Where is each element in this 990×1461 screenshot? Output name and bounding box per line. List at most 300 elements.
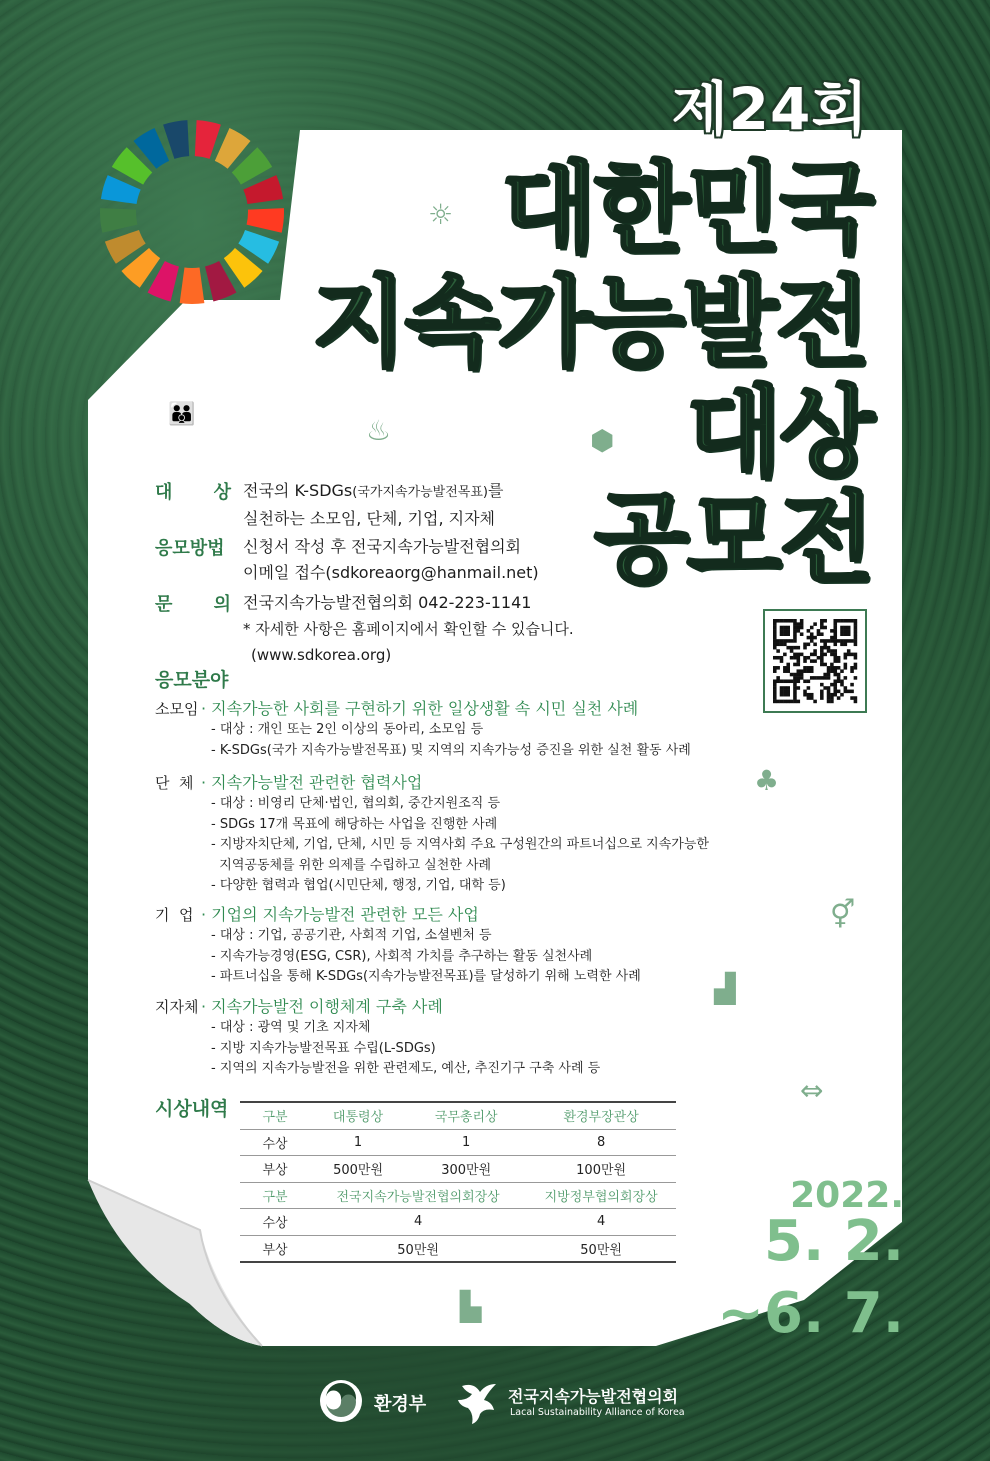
qr-module — [780, 639, 784, 643]
tree-icon: ♣ — [754, 764, 780, 797]
qr-module — [790, 646, 794, 650]
qr-module — [800, 619, 804, 623]
qr-module — [830, 666, 834, 670]
qr-module — [807, 636, 811, 640]
qr-module — [837, 679, 841, 683]
qr-module — [820, 690, 824, 694]
table-row: 수상 4 4 — [240, 1209, 676, 1236]
qr-module — [854, 643, 858, 647]
qr-module — [833, 619, 837, 623]
qr-module — [797, 676, 801, 680]
table-row: 부상 500만원 300만원 100만원 — [240, 1156, 676, 1183]
qr-module — [813, 676, 817, 680]
qr-module — [793, 679, 797, 683]
qr-module — [817, 632, 821, 636]
qr-module — [773, 696, 777, 700]
qr-module — [827, 666, 831, 670]
qr-module — [850, 683, 854, 687]
info-target-label: 대 상 — [155, 482, 231, 503]
qr-module — [844, 643, 848, 647]
qr-module — [793, 656, 797, 660]
qr-module — [850, 653, 854, 657]
qr-module — [793, 693, 797, 697]
qr-module — [850, 619, 854, 623]
title-line-2: 지속가능발전 — [311, 266, 868, 380]
qr-module — [797, 653, 801, 657]
growth-chart-icon: ▟ — [714, 972, 736, 1005]
qr-module — [793, 632, 797, 636]
qr-module — [847, 619, 851, 623]
qr-module — [790, 679, 794, 683]
qr-module — [833, 673, 837, 677]
qr-module — [827, 669, 831, 673]
qr-module — [780, 686, 784, 690]
info-contact-value: 전국지속가능발전협의회 042-223-1141 * 자세한 사항은 홈페이지에서 확인할 수 있습니다. (www.sdkorea.org) — [243, 593, 574, 664]
qr-module — [773, 656, 777, 660]
qr-module — [786, 666, 790, 670]
date-year: 2022. — [790, 1175, 904, 1216]
qr-module — [800, 653, 804, 657]
list-item: - 지방자치단체, 기업, 단체, 시민 등 지역사회 주요 구성원간의 파트너십으로 지속가능한 — [211, 837, 709, 852]
qr-module — [823, 643, 827, 647]
qr-module — [854, 676, 858, 680]
people-icon: 👪 — [168, 402, 192, 427]
qr-module — [823, 653, 827, 657]
qr-module — [833, 653, 837, 657]
qr-module — [807, 686, 811, 690]
qr-module — [803, 693, 807, 697]
qr-module — [783, 666, 787, 670]
qr-module — [773, 629, 777, 633]
qr-module — [773, 683, 777, 687]
table-row: 수상 1 1 8 — [240, 1129, 676, 1156]
qr-module — [810, 636, 814, 640]
qr-module — [813, 649, 817, 653]
qr-module — [807, 643, 811, 647]
qr-module — [827, 639, 831, 643]
list-item: 지역공동체를 위한 의제를 수립하고 실천한 사례 — [211, 857, 492, 873]
qr-module — [854, 619, 858, 623]
qr-module — [854, 656, 858, 660]
qr-module — [803, 666, 807, 670]
qr-module — [847, 629, 851, 633]
qr-module — [786, 646, 790, 650]
qr-module — [797, 669, 801, 673]
qr-module — [793, 626, 797, 630]
qr-module — [854, 639, 858, 643]
date-end: ~6. 7. — [717, 1281, 904, 1346]
qr-module — [810, 632, 814, 636]
qr-module — [833, 632, 837, 636]
qr-module — [854, 696, 858, 700]
qr-module — [830, 636, 834, 640]
date-start: 5. 2. — [764, 1209, 904, 1274]
qr-module — [844, 666, 848, 670]
qr-module — [786, 629, 790, 633]
qr-module — [793, 619, 797, 623]
qr-module — [830, 700, 834, 704]
qr-module — [776, 676, 780, 680]
qr-module — [776, 656, 780, 660]
qr-module — [786, 669, 790, 673]
qr-module — [837, 690, 841, 694]
qr-module — [820, 659, 824, 663]
qr-module — [800, 626, 804, 630]
qr-module — [773, 690, 777, 694]
qr-module — [797, 622, 801, 626]
qr-module — [813, 700, 817, 704]
qr-module — [810, 676, 814, 680]
list-item: - SDGs 17개 목표에 해당하는 사업을 진행한 사례 — [211, 816, 498, 832]
qr-module — [773, 622, 777, 626]
title-line-4: 공모전 — [593, 482, 872, 596]
qr-module — [823, 619, 827, 623]
qr-module — [844, 632, 848, 636]
qr-module — [786, 663, 790, 667]
qr-module — [840, 643, 844, 647]
qr-code[interactable] — [763, 609, 867, 713]
qr-module — [837, 659, 841, 663]
qr-module — [797, 673, 801, 677]
contest-round: 제24회 — [671, 75, 869, 143]
qr-module — [847, 649, 851, 653]
qr-module — [847, 626, 851, 630]
qr-module — [847, 639, 851, 643]
qr-module — [807, 693, 811, 697]
boxes-icon: ⬢ — [590, 424, 615, 457]
qr-module — [833, 639, 837, 643]
qr-module — [844, 656, 848, 660]
qr-module — [773, 639, 777, 643]
info-method-label: 응모방법 — [155, 538, 225, 559]
qr-module — [773, 632, 777, 636]
qr-module — [840, 693, 844, 697]
qr-module — [837, 619, 841, 623]
qr-module — [854, 632, 858, 636]
qr-module — [790, 700, 794, 704]
qr-module — [820, 683, 824, 687]
qr-module — [820, 649, 824, 653]
qr-module — [830, 653, 834, 657]
qr-module — [850, 696, 854, 700]
contact-email[interactable]: 이메일 접수(sdkoreaorg@hanmail.net) — [243, 563, 539, 582]
qr-module — [807, 669, 811, 673]
qr-module — [807, 666, 811, 670]
sponsor-logos: 환경부 전국지속가능발전협의회 Lacal Sustainability Alliance of Korea — [320, 1380, 720, 1424]
qr-module — [800, 669, 804, 673]
qr-module — [820, 646, 824, 650]
fields-heading: 응모분야 — [155, 669, 229, 691]
qr-module — [827, 673, 831, 677]
qr-module — [820, 696, 824, 700]
qr-module — [793, 663, 797, 667]
qr-module — [833, 693, 837, 697]
qr-module — [820, 632, 824, 636]
qr-module — [786, 626, 790, 630]
qr-module — [837, 696, 841, 700]
qr-module — [844, 686, 848, 690]
alliance-bird-icon — [458, 1380, 498, 1424]
qr-module — [840, 683, 844, 687]
qr-module — [786, 679, 790, 683]
qr-module — [773, 619, 777, 623]
qr-module — [790, 619, 794, 623]
qr-module — [773, 636, 777, 640]
taegeuk-icon — [320, 1380, 362, 1422]
qr-module — [820, 619, 824, 623]
qr-module — [813, 643, 817, 647]
qr-module — [790, 649, 794, 653]
qr-module — [780, 679, 784, 683]
qr-module — [813, 636, 817, 640]
qr-module — [783, 639, 787, 643]
qr-module — [793, 700, 797, 704]
sdg-wheel-segment — [195, 120, 221, 159]
qr-module — [837, 673, 841, 677]
qr-module — [780, 629, 784, 633]
qr-module — [854, 626, 858, 630]
qr-module — [773, 669, 777, 673]
qr-module — [840, 632, 844, 636]
qr-module — [820, 653, 824, 657]
qr-module — [773, 666, 777, 670]
list-item: - K-SDGs(국가 지속가능발전목표) 및 지역의 지속가능성 증진을 위한 실천 활동 사례 — [211, 742, 691, 758]
qr-module — [797, 659, 801, 663]
qr-module — [776, 619, 780, 623]
qr-module — [773, 626, 777, 630]
qr-module — [813, 653, 817, 657]
qr-module — [850, 690, 854, 694]
qr-module — [773, 643, 777, 647]
qr-module — [783, 686, 787, 690]
qr-module — [790, 656, 794, 660]
qr-module — [786, 639, 790, 643]
qr-module — [803, 659, 807, 663]
sdg-wheel-segment — [247, 208, 284, 233]
qr-module — [797, 656, 801, 660]
qr-module — [780, 659, 784, 663]
sdg-wheel-segment — [180, 267, 205, 304]
qr-module — [844, 639, 848, 643]
sun-icon: ☼ — [428, 198, 454, 231]
qr-module — [850, 639, 854, 643]
table-row: 부상 50만원 50만원 — [240, 1235, 676, 1262]
qr-module — [854, 700, 858, 704]
qr-module — [800, 632, 804, 636]
qr-module — [793, 690, 797, 694]
qr-module — [786, 693, 790, 697]
qr-module — [793, 676, 797, 680]
qr-module — [840, 626, 844, 630]
info-method-value: 신청서 작성 후 전국지속가능발전협의회 이메일 접수(sdkoreaorg@hanmail.net) — [243, 537, 539, 582]
qr-module — [793, 629, 797, 633]
qr-module — [793, 646, 797, 650]
qr-module — [817, 629, 821, 633]
qr-module — [780, 690, 784, 694]
qr-module — [827, 686, 831, 690]
qr-module — [823, 673, 827, 677]
qr-module — [793, 639, 797, 643]
qr-module — [823, 639, 827, 643]
qr-module — [780, 619, 784, 623]
qr-module — [786, 632, 790, 636]
qr-module — [833, 683, 837, 687]
qr-module — [844, 676, 848, 680]
homepage-link[interactable]: (www.sdkorea.org) — [251, 646, 392, 664]
qr-module — [807, 679, 811, 683]
list-item: - 지속가능경영(ESG, CSR), 사회적 가치를 추구하는 활동 실천사례 — [211, 948, 593, 964]
qr-module — [783, 690, 787, 694]
qr-module — [810, 659, 814, 663]
qr-module — [830, 696, 834, 700]
gender-icon: ⚥ — [830, 898, 856, 931]
qr-module — [776, 639, 780, 643]
qr-module — [854, 666, 858, 670]
qr-module — [833, 626, 837, 630]
qr-module — [827, 693, 831, 697]
qr-module — [797, 629, 801, 633]
qr-module — [790, 639, 794, 643]
qr-module — [820, 622, 824, 626]
qr-module — [803, 646, 807, 650]
qr-module — [773, 679, 777, 683]
qr-module — [793, 696, 797, 700]
qr-module — [793, 673, 797, 677]
list-item: - 다양한 협력과 협업(시민단체, 행정, 기업, 대학 등) — [211, 878, 506, 893]
qr-module — [854, 629, 858, 633]
list-item: - 지역의 지속가능발전을 위한 관련제도, 예산, 추진기구 구축 사례 등 — [211, 1061, 601, 1076]
list-item: - 대상 : 비영리 단체·법인, 협의회, 중간지원조직 등 — [211, 796, 500, 811]
qr-module — [773, 646, 777, 650]
qr-module — [823, 676, 827, 680]
qr-module — [823, 626, 827, 630]
qr-module — [780, 656, 784, 660]
qr-module — [823, 686, 827, 690]
qr-module — [797, 679, 801, 683]
qr-module — [807, 656, 811, 660]
list-item: - 대상 : 광역 및 기초 지자체 — [211, 1020, 371, 1035]
qr-module — [833, 690, 837, 694]
qr-module — [827, 649, 831, 653]
qr-module — [776, 649, 780, 653]
sdg-wheel-segment — [100, 208, 137, 233]
qr-module — [783, 693, 787, 697]
qr-module — [854, 636, 858, 640]
qr-module — [830, 663, 834, 667]
qr-module — [833, 686, 837, 690]
qr-module — [844, 626, 848, 630]
qr-module — [786, 686, 790, 690]
bowl-icon: ♨ — [366, 414, 392, 447]
qr-module — [827, 676, 831, 680]
qr-module — [813, 622, 817, 626]
qr-module — [793, 636, 797, 640]
qr-module — [810, 626, 814, 630]
qr-module — [783, 619, 787, 623]
qr-module — [844, 653, 848, 657]
qr-module — [776, 666, 780, 670]
qr-module — [823, 646, 827, 650]
sdg-wheel-icon — [98, 118, 286, 306]
qr-module — [833, 656, 837, 660]
qr-module — [813, 659, 817, 663]
qr-module — [833, 679, 837, 683]
awards-heading: 시상내역 — [155, 1098, 229, 1120]
qr-module — [800, 622, 804, 626]
qr-module — [833, 649, 837, 653]
qr-module — [847, 690, 851, 694]
qr-module — [833, 636, 837, 640]
qr-module — [820, 639, 824, 643]
sdg-wheel-segment — [163, 120, 189, 159]
list-item: - 대상 : 기업, 공공기관, 사회적 기업, 소셜벤처 등 — [211, 928, 492, 943]
qr-module — [833, 669, 837, 673]
qr-module — [830, 669, 834, 673]
arrows-icon: ⇔ — [800, 1074, 824, 1107]
qr-module — [820, 626, 824, 630]
qr-module — [820, 663, 824, 667]
table-row: 구분 전국지속가능발전협의회장상 지방정부협의회장상 — [240, 1182, 676, 1209]
qr-module — [830, 683, 834, 687]
qr-module — [776, 643, 780, 647]
list-item: - 대상 : 개인 또는 2인 이상의 동아리, 소모임 등 — [211, 722, 484, 737]
qr-module — [833, 659, 837, 663]
qr-module — [786, 700, 790, 704]
qr-module — [803, 643, 807, 647]
info-target-value: 전국의 K-SDGs(국가지속가능발전목표)를 실천하는 소모임, 단체, 기업, 지자체 — [243, 481, 504, 528]
list-item: - 파트너십을 통해 K-SDGs(지속가능발전목표)를 달성하기 위해 노력한 사례 — [211, 969, 641, 984]
qr-module — [803, 656, 807, 660]
qr-module — [783, 669, 787, 673]
qr-module — [810, 669, 814, 673]
poster: 제24회 대한민국 지속가능발전 대상 공모전 ☼ 👪 ♨ ⬢ ♣ ⚥ ▟ ⇔ ▙ 대 상 전국의 K-SDGs(국가지속가능발전목표)를 실천하는 소모임, 단체, 기업, 지자체 응모방법 신청서 작성 후 전국지속가능발전협의회 이메일 접수(sdkoreaorg@hanmail.net) 문 의 전국지속가능발전협의회 042-223-1141 * 자세한 사항은 홈페이지에서 확인할 수 있습니다. (www.sdkorea.org) 응모분야 소모임 · 지속가능한 사회를 구현하기 위한 일상생활 속 시민 실천 사례 - 대상 : 개인 또는 2인 이상의 동아리, 소모임 등 - K-SDGs(국가 지속가능발전목표) 및 지역의 지속가능성 증진을 위한 실천 활동 사례 단 체 · 지속가능발전 관련한 협력사업 - 대상 : 비영리 단체·법인, 협의회, 중간지원조직 등 - SDGs 17개 목표에 해당하는 사업을 진행한 사례 - 지방자치단체, 기업, 단체, 시민 등 지역사회 주요 구성원간의 파트너십으로 지속가능한 지역공동체를 위한 의제를 수립하고 실천한 사례 - 다양한 협력과 협업(시민단체, 행정, 기업, 대학 등) 기 업 · 기업의 지속가능발전 관련한 모든 사업 - 대상 : 기업, 공공기관, 사회적 기업, 소셜벤처 등 - 지속가능경영(ESG, CSR), 사회적 가치를 추구하는 활동 실천사례 - 파트너십을 통해 K-SDGs(지속가능발전목표)를 달성하기 위해 노력한 사례 지자체 · 지속가능발전 이행체계 구축 사례 - 대상 : 광역 및 기초 지자체 - 지방 지속가능발전목표 수립(L-SDGs) - 지역의 지속가능발전을 위한 관련제도, 예산, 추진기구 구축 사례 등 시상내역 구분 대통령상 국무총리상 환경부장관상 수상 1 1 8 부상 500만원 300만원 100만원 구분 전국지속가능발전협의회장상 지방정부협의회장상 수상 4 4 부상 50만원 50만원 2022. 5. 2. ~6. 7. 환경부 전국지속가능발전협의회 Lacal Sustainability Alliance of Korea — [0, 0, 990, 1461]
qr-module — [820, 656, 824, 660]
qr-module — [783, 643, 787, 647]
qr-module — [837, 676, 841, 680]
qr-module — [847, 653, 851, 657]
qr-module — [793, 653, 797, 657]
qr-module — [780, 626, 784, 630]
qr-module — [780, 643, 784, 647]
qr-module — [780, 632, 784, 636]
qr-module — [840, 669, 844, 673]
qr-module — [797, 700, 801, 704]
qr-module — [776, 679, 780, 683]
qr-module — [810, 639, 814, 643]
qr-module — [783, 629, 787, 633]
qr-module — [793, 622, 797, 626]
qr-module — [803, 690, 807, 694]
city-icon: ▙ — [460, 1290, 482, 1323]
qr-module — [823, 663, 827, 667]
qr-module — [844, 690, 848, 694]
qr-module — [773, 693, 777, 697]
qr-module — [797, 626, 801, 630]
qr-module — [797, 646, 801, 650]
qr-module — [793, 683, 797, 687]
qr-module — [807, 629, 811, 633]
qr-module — [786, 690, 790, 694]
qr-module — [783, 700, 787, 704]
qr-module — [780, 700, 784, 704]
qr-module — [810, 696, 814, 700]
qr-module — [776, 700, 780, 704]
qr-module — [827, 700, 831, 704]
qr-module — [854, 653, 858, 657]
qr-module — [844, 619, 848, 623]
qr-module — [837, 666, 841, 670]
qr-module — [833, 643, 837, 647]
